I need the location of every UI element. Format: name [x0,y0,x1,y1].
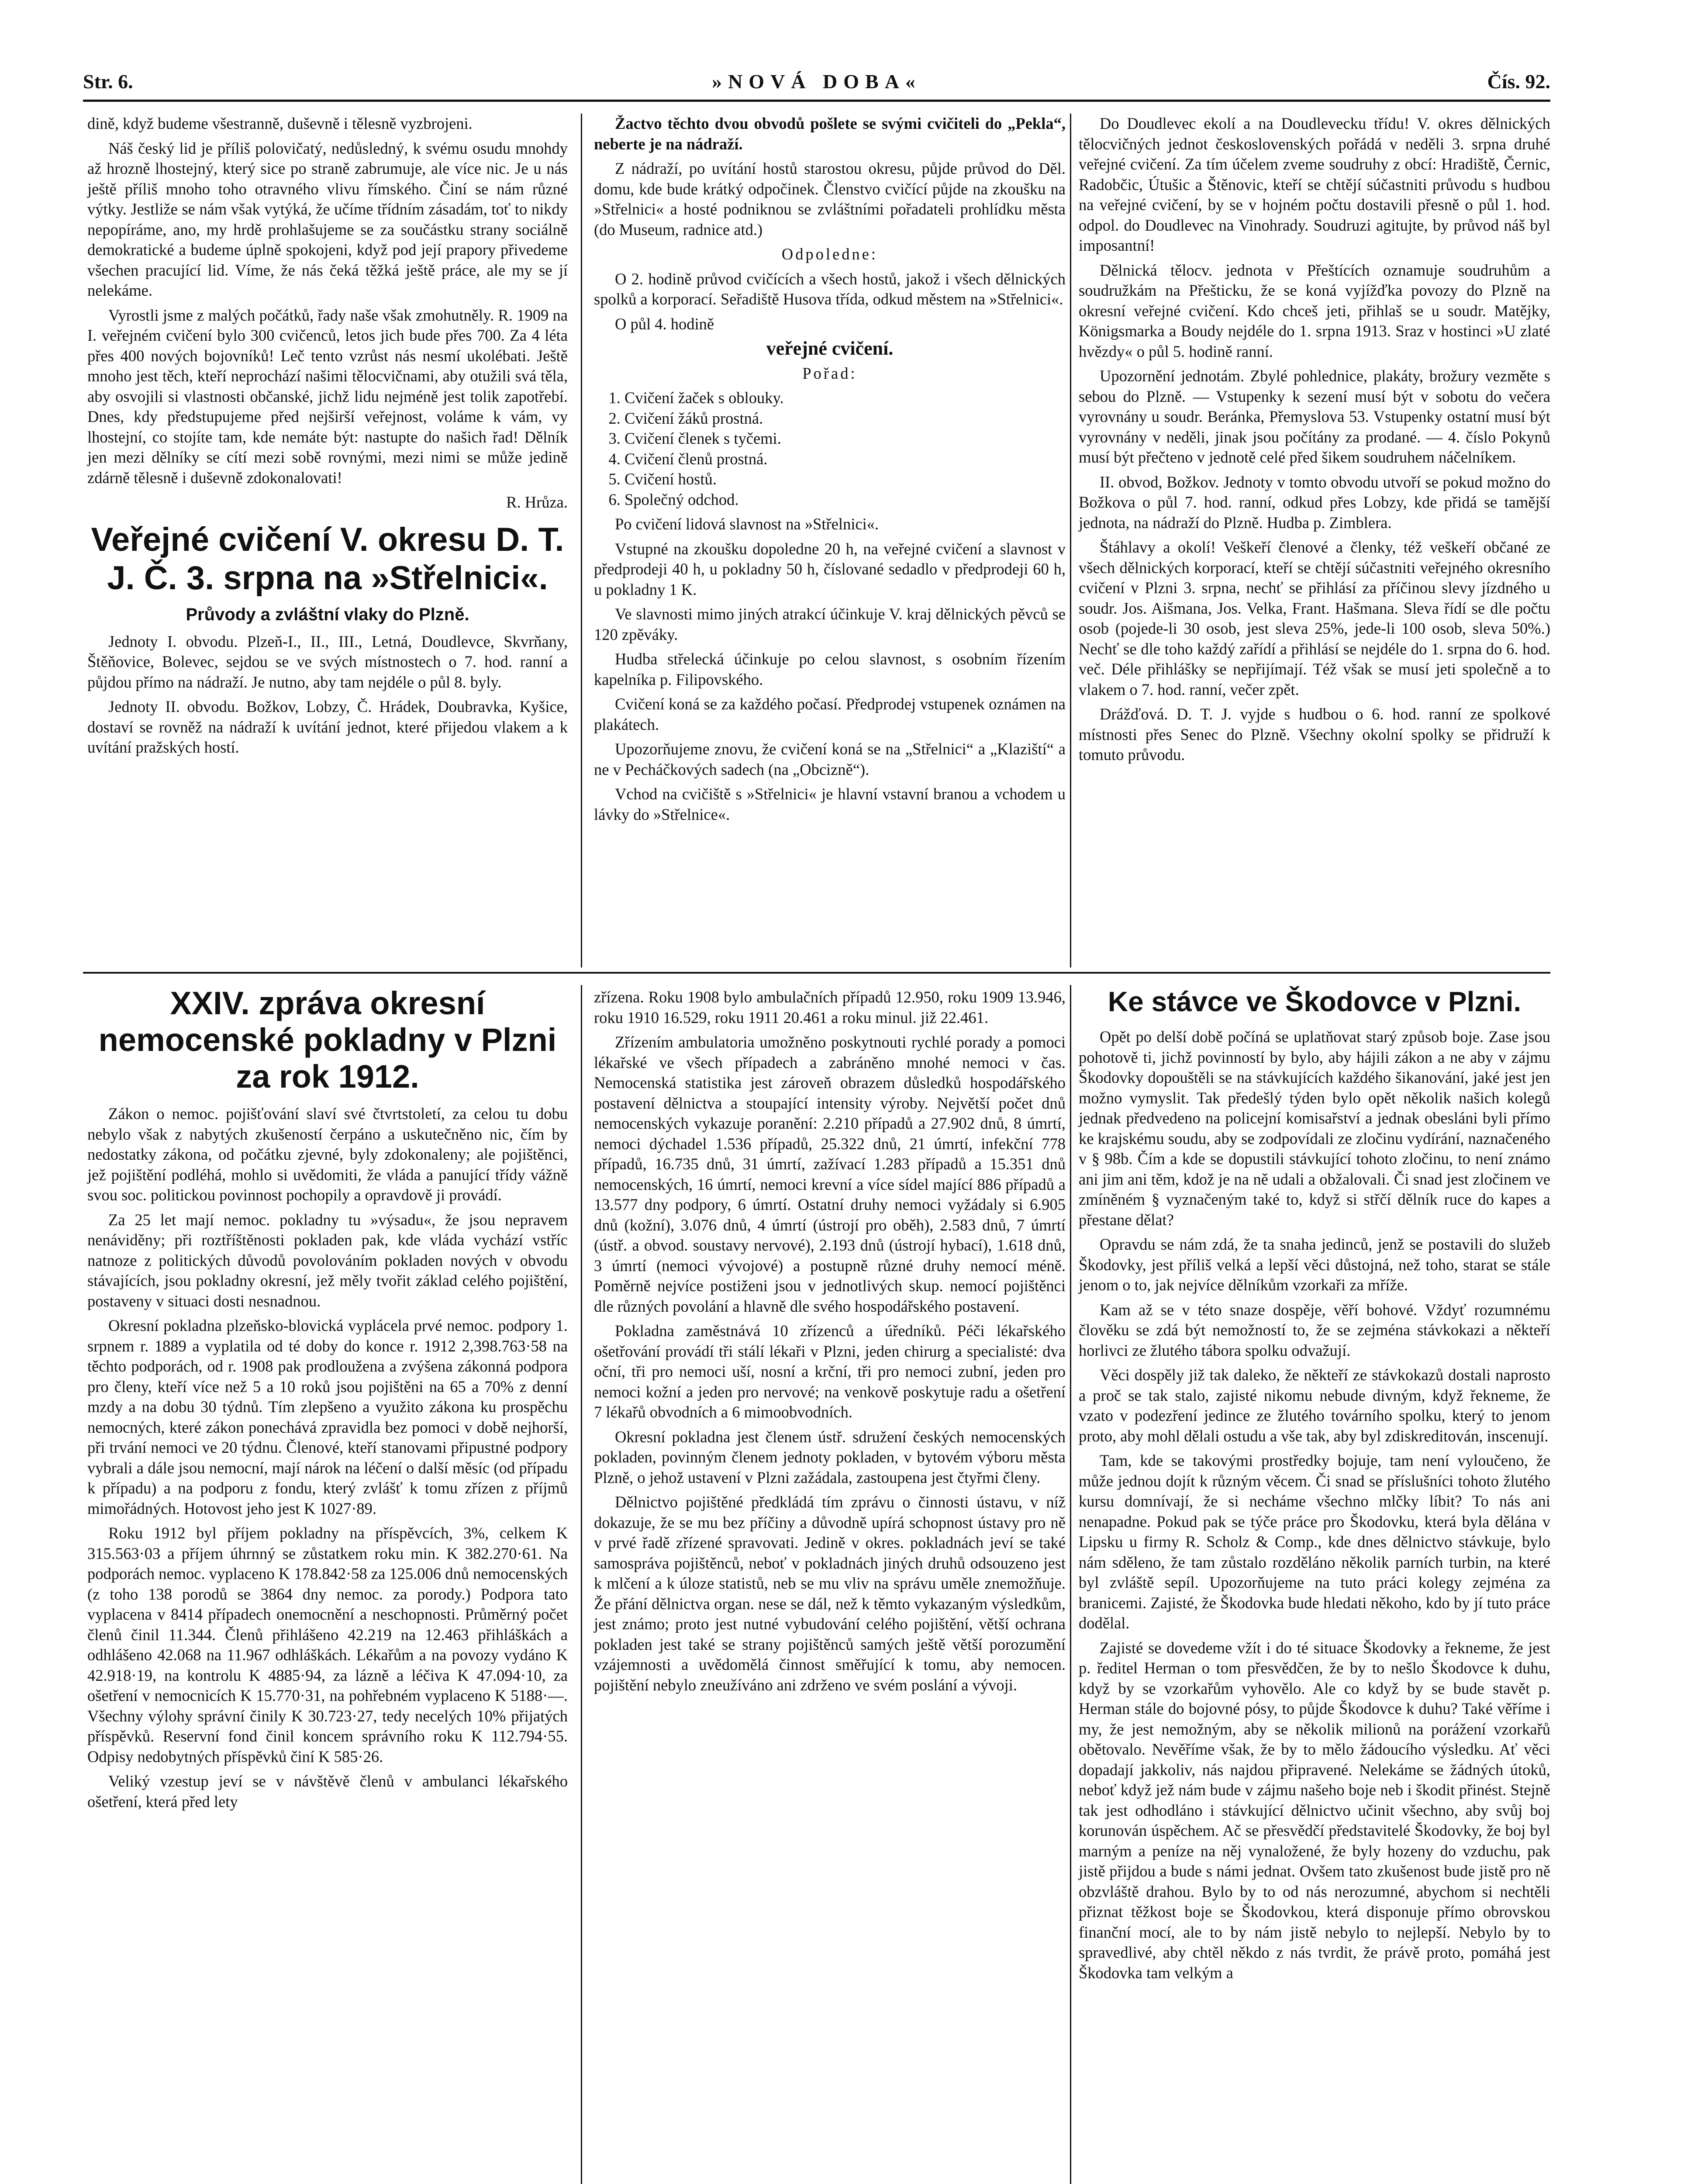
paragraph: zřízena. Roku 1908 bylo ambulačních případů 12.950, roku 1909 13.946, roku 1910 16.529, roku 1911 20.461 a roku minul. již 22.461. [594,988,1066,1026]
page-header [83,66,1550,100]
column-2 [594,114,1066,829]
column-divider [581,985,582,2184]
paragraph: Drážďová. D. T. J. vyjde s hudbou o 6. hod. ranní ze spolkové místnosti přes Senec do Plzně. Všechny okolní spolky se přidruží k tomuto průvodu. [1079,705,1550,764]
program-title: Pořad: [802,364,857,382]
paragraph: Jednoty I. obvodu. Plzeň-I., II., III., Letná, Doudlevce, Skvrňany, Štěňovice, Bolevec, sejdou se ve svých místnostech o 7. hod. ranní a půjdou přímo na nádraží. Je nutno, aby tam nejdéle o půl 8. byly. [87,632,568,691]
issue-number: Čís. 92. [1487,70,1550,93]
article-subheading: Průvody a zvláštní vlaky do Plzně. [186,605,469,624]
newspaper-title: »NOVÁ DOBA« [712,70,921,93]
paragraph: dině, když budeme všestranně, duševně i tělesně vyzbrojeni. [87,114,473,132]
paragraph: Cvičení koná se za každého počasí. Předprodej vstupenek oznámen na plakátech. [594,695,1066,733]
list-item: 3. Cvičení členek s tyčemi. [625,429,1066,449]
paragraph: Za 25 let mají nemoc. pokladny tu »výsadu«, že jsou nepravem nenáviděny; při roztříštěnosti pokladen pak, kde vláda vychází vstříc natnoze z politických důvodů povolováním pokladen nových v obvodu stávajících, jsou pokladny okresní, jež měly tvořit základ celého pojištění, postaveny v situaci dosti nesnadnou. [87,1210,568,1310]
paragraph: Po cvičení lidová slavnost na »Střelnici«. [615,515,879,533]
article-2-column-1 [87,985,568,1816]
paragraph: Upozornění jednotám. Zbylé pohlednice, plakáty, brožury vezměte s sebou do Plzně. — Vstupenky k sezení musí být v sobotu do večera vyrovnány u soudr. Beránka, Přemyslova 53. Vstupenky ostatní musí být vyrovnány v neděli, jinak jsou počítány za prodané. — 4. číslo Pokynů musí být přečteno v jednotě celé před šikem soudruhem náčelníkem. [1079,367,1550,466]
paragraph: Zřízením ambulatoria umožněno poskytnouti rychlé porady a pomoci lékařské ve všech případech a zabráněno mnohé nemoci v čas. Nemocenská statistika jest zároveň obrazem důsledků hospodářského postavení dělnictva a stoupající intensity výroby. Největší počet dnů nemocenských vykazuje poranění: 2.210 případů a 27.902 dnů, 8 úmrtí, nemoci dýchadel 1.536 případů, 25.322 dnů, 21 úmrtí, infekční 778 případů, 16.735 dnů, 31 úmrtí, zažívací 1.283 případů a 15.351 dnů nemocenských, 16 úmrtí, nemoci krevní a více sídel mající 886 případů a 13.577 dny podpory, 6 úmrtí. Ostatní druhy nemoci vyžádaly si 6.905 dnů (kožní), 3.076 dnů, 4 úmrtí (ústrojí pro oběh), 2.583 dnů, 7 úmrtí (ústř. a obvod. soustavy nervové), 2.193 dnů (ústrojí hybací), 1.618 dnů, 3 úmrtí (nemoci vývojové) a postupně různé druhy nemocí méně. Poměrně nejvíce postiženi jsou v jednotlivých skup. nemocí pojištěnci dle různých povolání a hlavně dle svého hospodářského postavení. [594,1033,1066,1315]
section-rule [83,972,1550,974]
paragraph: Roku 1912 byl příjem pokladny na příspěvcích, 3%, celkem K 315.563·03 a příjem úhrnný se zůstatkem roku min. K 382.270·61. Na podporách nemoc. vyplaceno K 178.842·58 za 125.006 dnů nemocenských (z toho 138 porodů se 3864 dny nemoc. za porody.) Podpora tato vyplacena v 8414 případech onemocnění a neschopnosti. Průměrný počet členů činil 11.344. Členů přihlášeno 42.219 na 12.463 přihláškách a odhlášeno 42.068 na 11.967 odhláškách. Lékařům a na povozy vydáno K 42.918·19, na kontrolu K 4885·94, za lázně a léčiva K 47.094·10, za ošetření v nemocnicích K 15.770·31, na pohřebném vyplaceno K 5188·—. Všechny výlohy správní činily K 30.723·27, tedy necelých 10% přijatých příspěvků. Reservní fond činil koncem správního roku K 112.794·55. Odpisy nedobytných příspěvků činí K 585·26. [87,1524,568,1766]
paragraph: Vstupné na zkoušku dopoledne 20 h, na veřejné cvičení a slavnost v předprodeji 40 h, u pokladny 50 h, číslované sedadlo v předprodeji 60 h, u pokladny 1 K. [594,539,1066,598]
column-divider [1070,985,1071,2184]
paragraph: Zákon o nemoc. pojišťování slaví své čtvrtstoletí, za celou tu dobu nebylo však z nabytých zkušeností čerpáno a uskutečněno nic, čím by nedostatky zákona, od počátku zjevné, byly zdokonaleny; ale pojištěnci, jež pojištění podléhá, mohlo si uvědomiti, že vláda a panující třídy vážně svou soc. politickou povinnost pochopily a opravdově ji provádí. [87,1105,568,1204]
column-1 [87,114,568,762]
paragraph: Vchod na cvičiště s »Střelnici« je hlavní vstavní branou a vchodem u lávky do »Střelnice«. [594,785,1066,823]
paragraph: Z nádraží, po uvítání hostů starostou okresu, půjde průvod do Děl. domu, kde bude krátký odpočinek. Členstvo cvičící půjde na zkoušku na »Střelnici« a hosté podniknou se zvláštními pořadateli prohlídku města (do Museum, radnice atd.) [594,159,1066,238]
paragraph: Hudba střelecká účinkuje po celou slavnost, s osobním řízením kapelníka p. Filipovského. [594,650,1066,688]
article-2-column-2 [594,987,1066,1700]
paragraph: Žactvo těchto dvou obvodů pošlete se svými cvičiteli do „Pekla“, neberte je na nádraží. [594,114,1066,153]
paragraph: Ve slavnosti mimo jiných atrakcí účinkuje V. kraj dělnických pěvců se 120 zpěváky. [594,605,1066,643]
header-rule [83,100,1550,102]
paragraph: Dělnictvo pojištěné předkládá tím zprávu o činnosti ústavu, v níž dokazuje, že se mu bez příčiny a důvodně upírá schopnost ústavy pro ně v prvé řadě zřízené spravovati. Jedině v okres. pokladnách jeví se také samospráva pojištěnců, neboť v pokladnách jiných druhů odsouzeno jest k mlčení a k úloze statistů, neb se mu vliv na správu uměle znemožňuje. Že přání dělnictva organ. nese se dál, než k těmto vykazaným výsledkům, jest známo; proto jest nutné vybudování celého pojištění, větší ochrana pokladen jest také se strany pojištěnců samých ještě větší porozumění vzájemnosti a uvědomělá činnost směřující k tomu, aby nemocen. pojištění nebylo zneužíváno ani zdrženo ve svém poslání a vývoji. [594,1493,1066,1694]
paragraph: Štáhlavy a okolí! Veškeří členové a členky, též veškeří občané ze všech dělnických korporací, kteří se chtějí súčastniti veřejného okresního cvičení v Plzni 3. srpna, nechť se přihlásí za příčinou slevy jízdného u soudr. Jos. Aišmana, Jos. Velka, Frant. Hašmana. Sleva řídí se dle počtu osob (pojede-li 30 osob, jest sleva 25%, jede-li 100 osob, sleva 50%.) Nechť se dle toho každý zařídí a přihlásí se nejdéle do 1. srpna do 6. hod. več. Déle přihlášky se nepřijímají. Též však se musí jeti společně a to vlakem o 7. hod. ranní, večer zpět. [1079,538,1550,698]
program-list [594,388,1066,510]
paragraph: Do Doudlevec ekolí a na Doudlevecku třídu! V. okres dělnických tělocvičných jednot československých pořádá v neděli 3. srpna druhé veřejné cvičení. Za tím účelem zveme soudruhy z obcí: Hradiště, Černic, Radobčic, Útušic a Štěnovic, kteří se chtějí súčastniti průvodu s hudbou na veřejné cvičení, by se v hojném počtu dostavili přesně o půl 1. hod. odpol. do Doudlevec na Vinohrady. Soudruzi agitujte, by průvod náš byl imposantní! [1079,114,1550,254]
paragraph: Věci dospěly již tak daleko, že někteří ze stávkokazů dostali naprosto a proč se tak stalo, zajisté nikomu nebude divným, když řekneme, že vzato v podezření jedince ze žlutého továrního spolku, který to jenom proto, aby mohl dělali ostudu a vše tak, aby byl zdiskreditován, inscenují. [1079,1366,1550,1445]
paragraph: Vyrostli jsme z malých počátků, řady naše však zmohutněly. R. 1909 na I. veřejném cvičení bylo 300 cvičenců, letos jich bude přes 700. Za 4 léta přes 400 nových bojovníků! Leč tento vzrůst nás nesmí ukolébati. Ještě mnoho jest těch, kteří neprochází našimi tělocvičnami, aby otužili svá těla, aby osvojili si vlastnosti občanské, jichž lidu nejméně jest tolik zapotřebí. Dnes, kdy předstupujeme před nejširší veřejnost, voláme k vám, vy lhostejní, co stojíte tam, kde nemáte být: nastupte do našich řad! Dělník jen mezi dělníky se cítí mezi sobě rovnými, mezi nimi se může jedině zdárně tělesně i duševně zdokonalovati! [87,306,568,487]
paragraph: Kam až se v této snaze dospěje, věří bohové. Vždyť rozumnému člověku se zdá být nemožností to, že se zejména stávkokazi a někteří horlivci ze žlutého tábora spolku odvažují. [1079,1300,1550,1359]
paragraph: O 2. hodině průvod cvičících a všech hostů, jakož i všech dělnických spolků a korporací. Seřadiště Husova třída, odkud městem na »Střelnici«. [594,270,1066,308]
paragraph: Náš český lid je příliš polovičatý, nedůsledný, k svému osudu mnohdy až hrozně lhostejný, který sice po straně zabrumuje, ale více nic. Je u nás ještě příliš mnoho toho otravného vlivu římského. Činí se nám různé výtky. Jestliže se nám však vytýká, že učíme třídním zásadám, toť to nikdy nepopíráme, ano, my hrdě prohlašujeme se za součástku strany sociálně demokratické a budeme úplně spokojeni, když pod její prapory přivedeme všechen pracující lid. Víme, že nás čeká těžká ještě práce, ale my se jí nelekáme. [87,139,568,299]
paragraph: Zajisté se dovedeme vžít i do té situace Škodovky a řekneme, že jest p. ředitel Herman o tom přesvědčen, že by to nešlo Škodovce k duhu, když by se vzorkařům vyhovělo. Ale co když by se bude stavět p. Herman stále do bojovné pósy, to půjde Škodovce k duhu? Také věříme i my, že jest nemožným, aby se několik milionů na porážení vzorkařů obětovalo. Nevěříme však, že by to mělo žádoucího výsledku. Ať věci dopadají jakkoliv, nás najdou připravené. Nelekáme se žádných útoků, neboť když jež nám bude v zájmu našeho boje neb i škodit přinést. Stejně tak jest odhodláno i stávkující dělnictvo učinit všechno, aby svůj boj korunován úspěchem. Ač se přesvědčí představitelé Škodovky, že boj byl marným a peníze na něj vynaložené, že byly hozeny do vzduchu, pak jistě přijdou a bude s námi jednat. Ovšem tato zkušenost bude jistě pro ně obzvláště drahou. Bylo by to od nás nerozumné, abychom si nechtěli přiznat těžkost boje se Škodovkou, která disponuje přímo obrovskou finanční mocí, ale to by nám jistě nebylo to nejlepší. Nebylo by to spravedlivé, aby chtěl někdo z nás tvrdit, že právě proto, pomáhá jest Škodovka tam velkým a [1079,1638,1550,1982]
column-divider [1070,114,1071,968]
column-divider [581,114,582,968]
article-3-column [1079,985,1550,1987]
paragraph: II. obvod, Božkov. Jednoty v tomto obvodu utvoří se pokud možno do Božkova o půl 7. hod. ranní, odkud přes Lobzy, kde přidá se tamější jednota, na nádraží do Plzně. Hudba p. Zimblera. [1079,473,1550,532]
column-3 [1079,114,1550,770]
signature: R. Hrůza. [506,493,568,511]
list-item: 5. Cvičení hostů. [625,469,1066,490]
paragraph: Veliký vzestup jeví se v návštěvě členů v ambulanci lékařského ošetření, která před lety [87,1772,568,1811]
page-number: Str. 6. [83,70,133,93]
list-item: 4. Cvičení členů prostná. [625,449,1066,470]
article-heading: XXIV. zpráva okresní nemocenské pokladny v Plzni za rok 1912. [98,985,557,1095]
event-time: O půl 4. hodině [615,314,714,333]
paragraph: Opravdu se nám zdá, že ta snaha jedinců, jenž se postavili do služeb Škodovky, jest příliš velká a lepší věci důstojná, než toho, starat se stále jenom o to, jak nejvíce dělníkům vzorkaři za mříže. [1079,1235,1550,1294]
paragraph: Dělnická tělocv. jednota v Přeštících oznamuje soudruhům a soudružkám na Přešticku, že se koná vyjížďka povozy do Plzně na okresní veřejné cvičení. Kdo chceš jeti, přihlaš se u soudr. Matějky, Königsmarka a Boudy nejdéle do 1. srpna 1913. Sraz v hostinci »U zlaté hvězdy« o půl 5. hodině ranní. [1079,261,1550,360]
article-heading: Veřejné cvičení V. okresu D. T. J. Č. 3. srpna na »Střelnici«. [91,521,564,597]
list-item: 6. Společný odchod. [625,490,1066,510]
event-title: veřejné cvičení. [766,338,894,359]
paragraph: Opět po delší době počíná se uplatňovat starý způsob boje. Zase jsou pohotově ti, jichž povinností by bylo, aby hájili zákon a ne aby v zájmu Škodovky dopouštěli se na stávkujících každého šikanování, jaké jest jen možno vymyslit. Tak předešlý týden bylo opět několik našich kolegů jednak předvedeno na policejní komisařství a jednak obesláni byli přímo ke krajskému soudu, aby se zodpovídali ze zločinu vydírání, naznačeného v § 98b. Čím a kde se dopustili stávkující tohoto zločinu, to není známo ani jim ani těm, kdož je na ně udali a obžalovali. Či snad jest zločinem ve zmíněném § vyznačeným také to, když si střčí dělník ruce do kapes a přestane dělat? [1079,1028,1550,1229]
paragraph: Upozorňujeme znovu, že cvičení koná se na „Střelnici“ a „Klaziští“ a ne v Pecháčkových sadech (na „Obcizně“). [594,740,1066,778]
paragraph: Tam, kde se takovými prostředky bojuje, tam není vyloučeno, že může jednou dojít k různým věcem. Či snad se příslušníci tohoto žlutého kursu domnívají, že si necháme všechno mlčky líbit? To nás ani nenapadne. Pokud pak se týče práce pro Škodovku, která byla dělána v Lipsku u firmy R. Scholz & Comp., kde dnes dělnictvo stávkuje, bylo nám sděleno, že tam zůstalo rozděláno několik parních turbin, na které byl zvláště sepíl. Upozorňujeme na tuto práci kolegy zejména za branicemi. Zajisté, že Škodovka bude hledati někoho, kdo by jí tuto práce dodělal. [1079,1451,1550,1632]
list-item: 1. Cvičení žaček s oblouky. [625,388,1066,408]
list-item: 2. Cvičení žáků prostná. [625,408,1066,429]
section-label: Odpoledne: [781,245,878,263]
paragraph: Okresní pokladna plzeňsko-blovická vyplácela prvé nemoc. podpory 1. srpnem r. 1889 a vyplatila od té doby do konce r. 1912 2,398.763·58 na těchto podporách, od r. 1908 pak prodloužena a zvýšena zákonná podpora pro členy, kteří více než 5 a 10 roků jsou pojištěni na 65 a 70% z denní mzdy a na dobu 30 týdnů. Tím zlepšeno a využito zákona ku prospěchu nemocných, které zákon ponechává zpravidla bez pomoci v době nejhorší, při trvání nemoci ve 20 týdnu. Členové, kteří stanovami připustné podpory vybrali a dále jsou nemocní, mají nárok na léčení o další měsíc (od případu k případu) a na podporu z fondu, který zvlášť k tomu zřízen z příjmů mimořádných. Hotovost jeho jest K 1027·89. [87,1317,568,1517]
paragraph: Pokladna zaměstnává 10 zřízenců a úředníků. Péči lékařského ošetřování provádí tři stálí lékaři v Plzni, jeden chirurg a specialisté: dva oční, tři pro nemoci uší, nosní a krční, tři pro nemoci zubní, jeden pro nemoci kožní a jeden pro nervové; na venkově poskytuje radu a ošetření 7 lékařů obvodních a 6 mimoobvodních. [594,1322,1066,1421]
paragraph: Jednoty II. obvodu. Božkov, Lobzy, Č. Hrádek, Doubravka, Kyšice, dostaví se rovněž na nádraží k uvítání jednot, které přijedou vlakem a k uvítání pražských hostí. [87,698,568,756]
paragraph: Okresní pokladna jest členem ústř. sdružení českých nemocenských pokladen, povinným členem jednoty pokladen, v bytovém výboru města Plzně, o jehož ustavení v Plzni zažádala, zastoupena jest čtyřmi členy. [594,1427,1066,1486]
article-heading: Ke stávce ve Škodovce v Plzni. [1108,986,1522,1017]
